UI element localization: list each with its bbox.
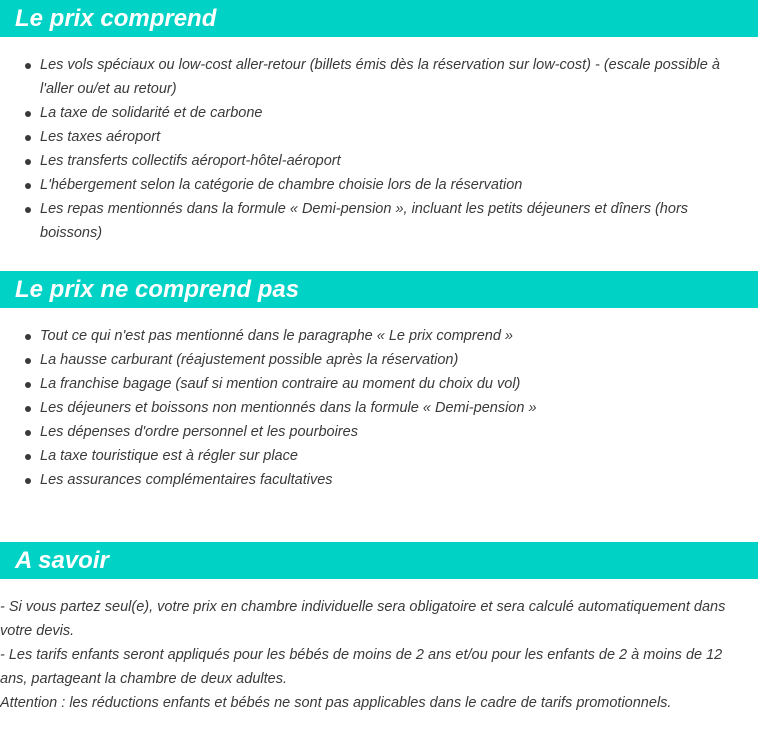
excluded-section (0, 271, 758, 492)
list-item: L'hébergement selon la catégorie de chambre choisie lors de la réservation (0, 173, 758, 197)
list-item: La taxe de solidarité et de carbone (0, 101, 758, 125)
list-item: Les assurances complémentaires facultatives (0, 468, 758, 492)
info-title: A savoir (0, 542, 758, 579)
info-line: - Si vous partez seul(e), votre prix en chambre individuelle sera obligatoire et sera calculé automatiquement dans votre devis. (0, 599, 726, 639)
included-section (0, 0, 758, 245)
included-title: Le prix comprend (0, 0, 758, 37)
list-item: La taxe touristique est à régler sur place (0, 444, 758, 468)
list-item: Les taxes aéroport (0, 125, 758, 149)
excluded-list (0, 308, 758, 492)
list-item: Les vols spéciaux ou low-cost aller-retour (billets émis dès la réservation sur low-cost) - (escale possible à l'aller ou/et au retour) (0, 53, 758, 101)
list-item: Tout ce qui n'est pas mentionné dans le paragraphe « Le prix comprend » (0, 324, 758, 348)
list-item: Les transferts collectifs aéroport-hôtel-aéroport (0, 149, 758, 173)
list-item: Les repas mentionnés dans la formule « Demi-pension », incluant les petits déjeuners et dîners (hors boissons) (0, 197, 758, 245)
list-item: La hausse carburant (réajustement possible après la réservation) (0, 348, 758, 372)
info-line: Attention : les réductions enfants et bébés ne sont pas applicables dans le cadre de tarifs promotionnels. (0, 695, 672, 711)
list-item: La franchise bagage (sauf si mention contraire au moment du choix du vol) (0, 372, 758, 396)
excluded-title: Le prix ne comprend pas (0, 271, 758, 308)
included-list (0, 37, 758, 245)
list-item: Les déjeuners et boissons non mentionnés dans la formule « Demi-pension » (0, 396, 758, 420)
info-paragraph (0, 579, 758, 715)
list-item: Les dépenses d'ordre personnel et les pourboires (0, 420, 758, 444)
info-line: - Les tarifs enfants seront appliqués pour les bébés de moins de 2 ans et/ou pour les enfants de 2 à moins de 12 ans, partageant la chambre de deux adultes. (0, 647, 723, 687)
info-section (0, 542, 758, 715)
